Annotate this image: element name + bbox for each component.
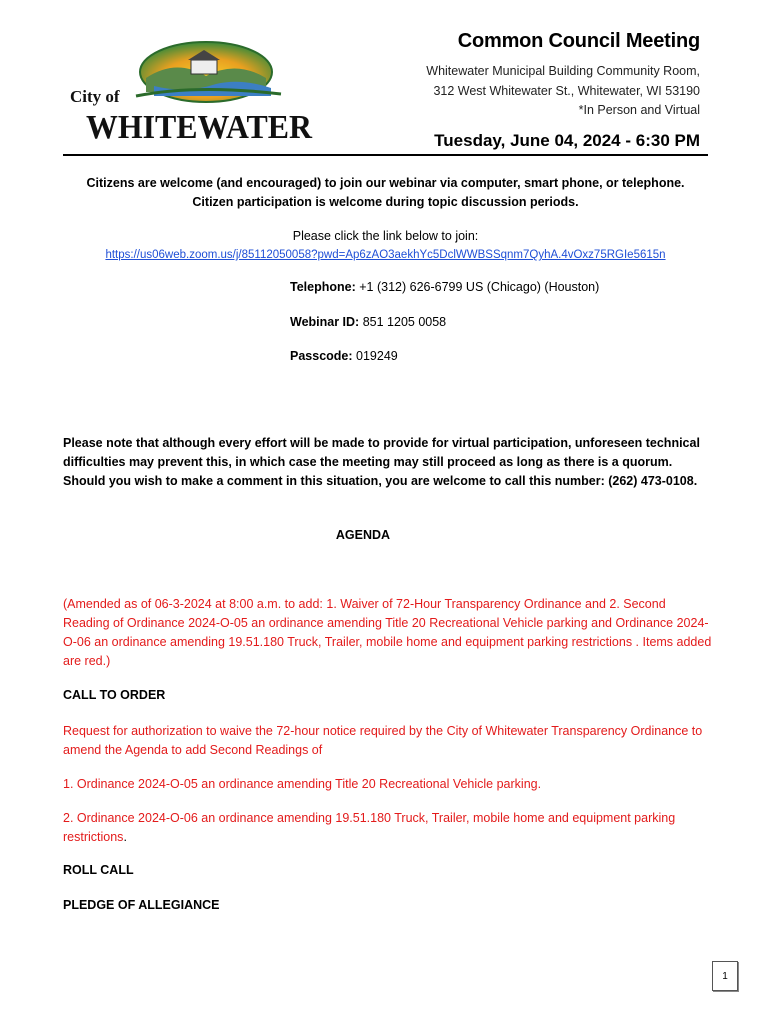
header-divider (63, 154, 708, 156)
roll-call: ROLL CALL (63, 863, 134, 877)
agenda-heading: AGENDA (335, 528, 391, 542)
passcode-label: Passcode: (290, 349, 353, 363)
agenda-item-1: 1. Ordinance 2024-O-05 an ordinance amending Title 20 Recreational Vehicle parking. (63, 777, 542, 791)
amendment-note: (Amended as of 06-3-2024 at 8:00 a.m. to add: 1. Waiver of 72-Hour Transparency Ordinance and 2. Second Reading of Ordinance 2024-O-05 an ordinance amending Title 20 Recreational Vehicle parking and Ordinance 2024-O-06 an ordinance amending 19.51.180 Truck, Trailer, mobile home and equipment parking restrictions . Items added are red.) (63, 597, 712, 668)
telephone-label: Telephone: (290, 280, 356, 294)
join-prompt: Please click the link below to join: (292, 229, 479, 243)
agenda-item-2 (63, 809, 713, 847)
webinar-id-label: Webinar ID: (290, 315, 360, 329)
virtual-participation-note: Please note that although every effort will be made to provide for virtual participation, unforeseen technical difficulties may prevent this, in which case the meeting may still proceed as long as there is a quorum. Should you wish to make a comment in this situation, you are welcome to call this number: (262) 473-0108. (63, 436, 700, 488)
page-number: 1 (712, 961, 738, 991)
city-logo (66, 38, 316, 146)
telephone-row (290, 280, 599, 294)
intro-text (63, 174, 708, 212)
intro-line-1: Citizens are welcome (and encouraged) to join our webinar via computer, smart phone, or telephone. (86, 176, 685, 190)
telephone-value: +1 (312) 626-6799 US (Chicago) (Houston) (359, 280, 600, 294)
join-section (63, 227, 708, 264)
logo-line2: WHITEWATER (86, 109, 313, 146)
passcode-row (290, 349, 398, 363)
intro-line-2: Citizen participation is welcome during topic discussion periods. (192, 195, 579, 209)
address-line-1: Whitewater Municipal Building Community Room, (426, 64, 700, 78)
meeting-datetime: Tuesday, June 04, 2024 - 6:30 PM (434, 131, 700, 150)
meeting-header (426, 30, 700, 121)
waiver-request: Request for authorization to waive the 72-hour notice required by the City of Whitewater Transparency Ordinance to amend the Agenda to add Second Readings of (63, 724, 703, 757)
pledge-of-allegiance: PLEDGE OF ALLEGIANCE (63, 898, 220, 912)
address-line-2: 312 West Whitewater St., Whitewater, WI 53190 (433, 83, 700, 98)
agenda-item-2-period: . (123, 830, 127, 844)
call-to-order: CALL TO ORDER (63, 688, 166, 702)
address-line-3: *In Person and Virtual (578, 103, 700, 117)
passcode-value: 019249 (356, 349, 398, 363)
agenda-item-2-text: 2. Ordinance 2024-O-06 an ordinance amending 19.51.180 Truck, Trailer, mobile home and equipment parking restrictions (63, 811, 676, 844)
webinar-id-value: 851 1205 0058 (362, 315, 447, 329)
zoom-link[interactable]: https://us06web.zoom.us/j/85112050058?pwd=Ap6zAO3aekhYc5DclWWBSSqnm7QyhA.4vOxz75RGIe5615n (105, 249, 666, 261)
webinar-id-row (290, 315, 446, 329)
meeting-title: Common Council Meeting (457, 30, 700, 52)
logo-line1: City of (70, 87, 120, 106)
city-logo-graphic (66, 38, 316, 146)
